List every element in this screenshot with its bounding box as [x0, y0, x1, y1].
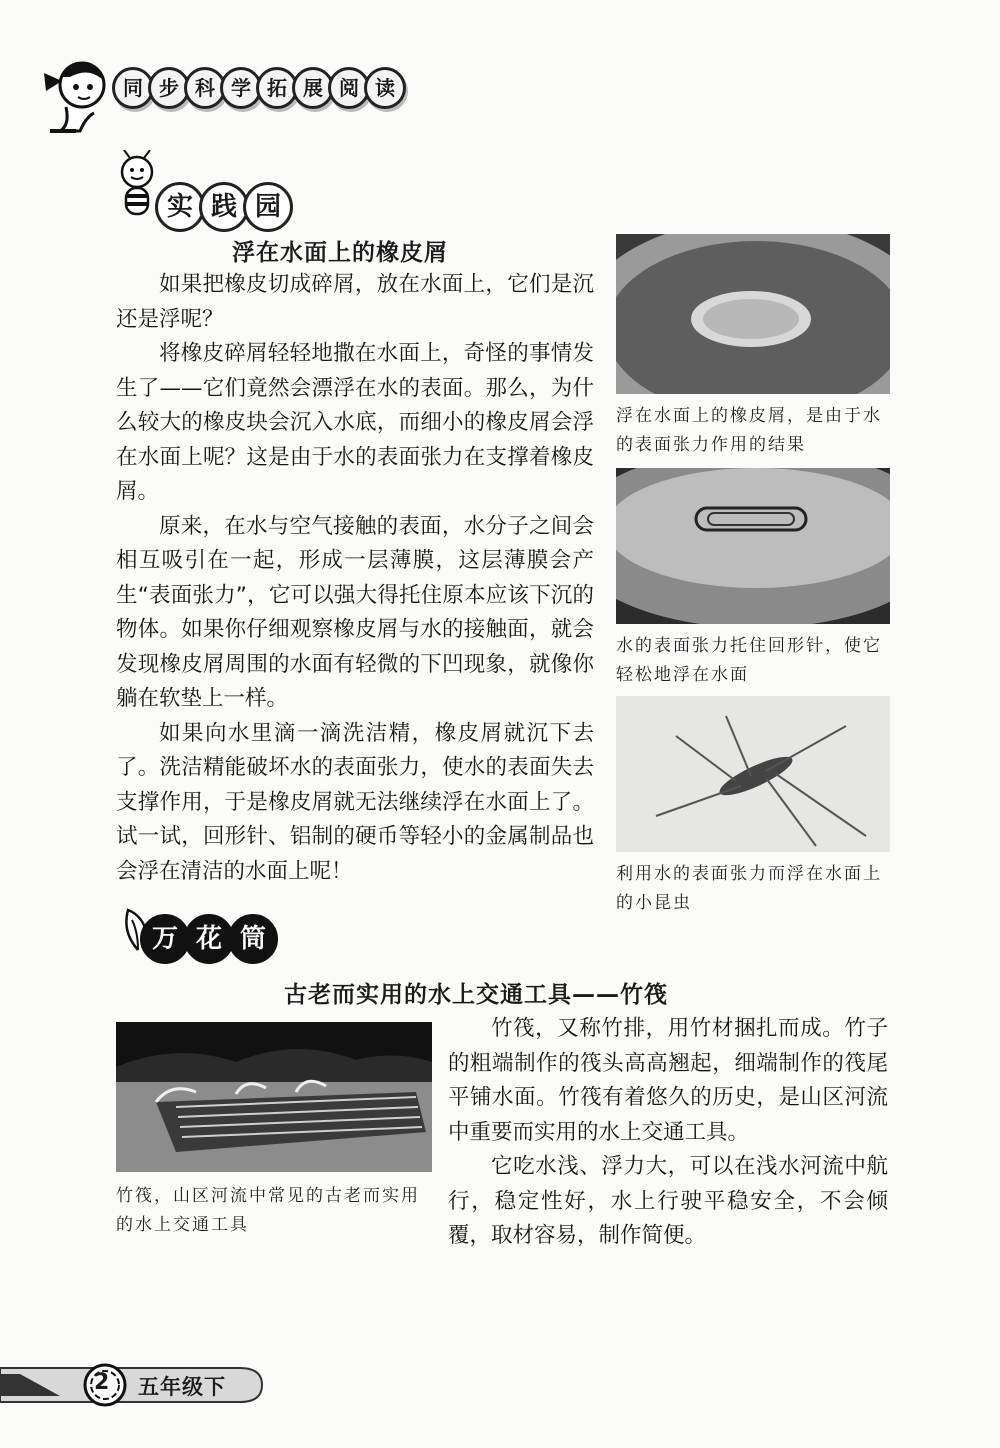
header-char: 同: [112, 67, 154, 109]
photo-eraser-crumbs: [616, 234, 890, 394]
page-footer: [0, 1360, 280, 1410]
section-badge-practice: [155, 182, 287, 232]
page-header: [40, 55, 400, 135]
header-char: 读: [364, 67, 406, 109]
header-char: 拓: [256, 67, 298, 109]
header-char: 科: [184, 67, 226, 109]
paragraph: 竹筏，又称竹排，用竹材捆扎而成。竹子的粗端制作的筏头高高翘起，细端制作的筏尾平铺水面。竹筏有着悠久的历史，是山区河流中重要而实用的水上交通工具。: [448, 1016, 888, 1145]
header-char: 步: [148, 67, 190, 109]
paragraph: 如果把橡皮切成碎屑，放在水面上，它们是沉还是浮呢？: [116, 272, 594, 332]
badge-char: 实: [155, 182, 205, 232]
caption-insect: 利用水的表面张力而浮在水面上的小昆虫: [616, 864, 882, 913]
section1-body: [116, 268, 594, 889]
header-char: 展: [292, 67, 334, 109]
paragraph: 如果向水里滴一滴洗洁精，橡皮屑就沉下去了。洗洁精能破坏水的表面张力，使水的表面失去支撑作用，于是橡皮屑就无法继续浮在水面上了。试一试，回形针、铝制的硬币等轻小的金属制品也会浮在清洁的水面上呢！: [116, 720, 594, 884]
caption-paperclip: 水的表面张力托住回形针，使它轻松地浮在水面: [616, 636, 882, 685]
badge-char: 践: [199, 182, 249, 232]
caption-eraser: 浮在水面上的橡皮屑，是由于水的表面张力作用的结果: [616, 406, 882, 455]
paragraph: 它吃水浅、浮力大，可以在浅水河流中航行，稳定性好，水上行驶平稳安全，不会倾覆，取材容易，制作简便。: [448, 1154, 888, 1248]
badge-char: 筒: [228, 914, 278, 964]
photo-water-insect: [616, 696, 890, 852]
section-badge-kaleidoscope: [140, 914, 272, 964]
grade-label: 五年级下: [138, 1375, 226, 1399]
badge-char: 万: [140, 914, 190, 964]
section2-title: 古老而实用的水上交通工具——竹筏: [284, 982, 668, 1008]
caption-raft: 竹筏，山区河流中常见的古老而实用的水上交通工具: [116, 1186, 420, 1235]
photo-bamboo-raft: [116, 1022, 432, 1172]
paragraph: 原来，在水与空气接触的表面，水分子之间会相互吸引在一起，形成一层薄膜，这层薄膜会产生“表面张力”，它可以强大得托住原本应该下沉的物体。如果你仔细观察橡皮屑与水的接触面，就会发现橡皮屑周围的水面有轻微的下凹现象，就像你躺在软垫上一样。: [116, 513, 594, 711]
paragraph: 将橡皮碎屑轻轻地撒在水面上，奇怪的事情发生了——它们竟然会漂浮在水的表面。那么，为什么较大的橡皮块会沉入水底，而细小的橡皮屑会浮在水面上呢？这是由于水的表面张力在支撑着橡皮屑。: [116, 341, 594, 504]
badge-char: 园: [243, 182, 293, 232]
section2-body: [448, 1012, 888, 1254]
header-char: 学: [220, 67, 262, 109]
header-char: 阅: [328, 67, 370, 109]
page-number: 2: [94, 1370, 110, 1395]
photo-paperclip: [616, 468, 890, 624]
badge-char: 花: [184, 914, 234, 964]
section1-title: 浮在水面上的橡皮屑: [232, 240, 448, 266]
mascot-icon: [40, 55, 110, 135]
